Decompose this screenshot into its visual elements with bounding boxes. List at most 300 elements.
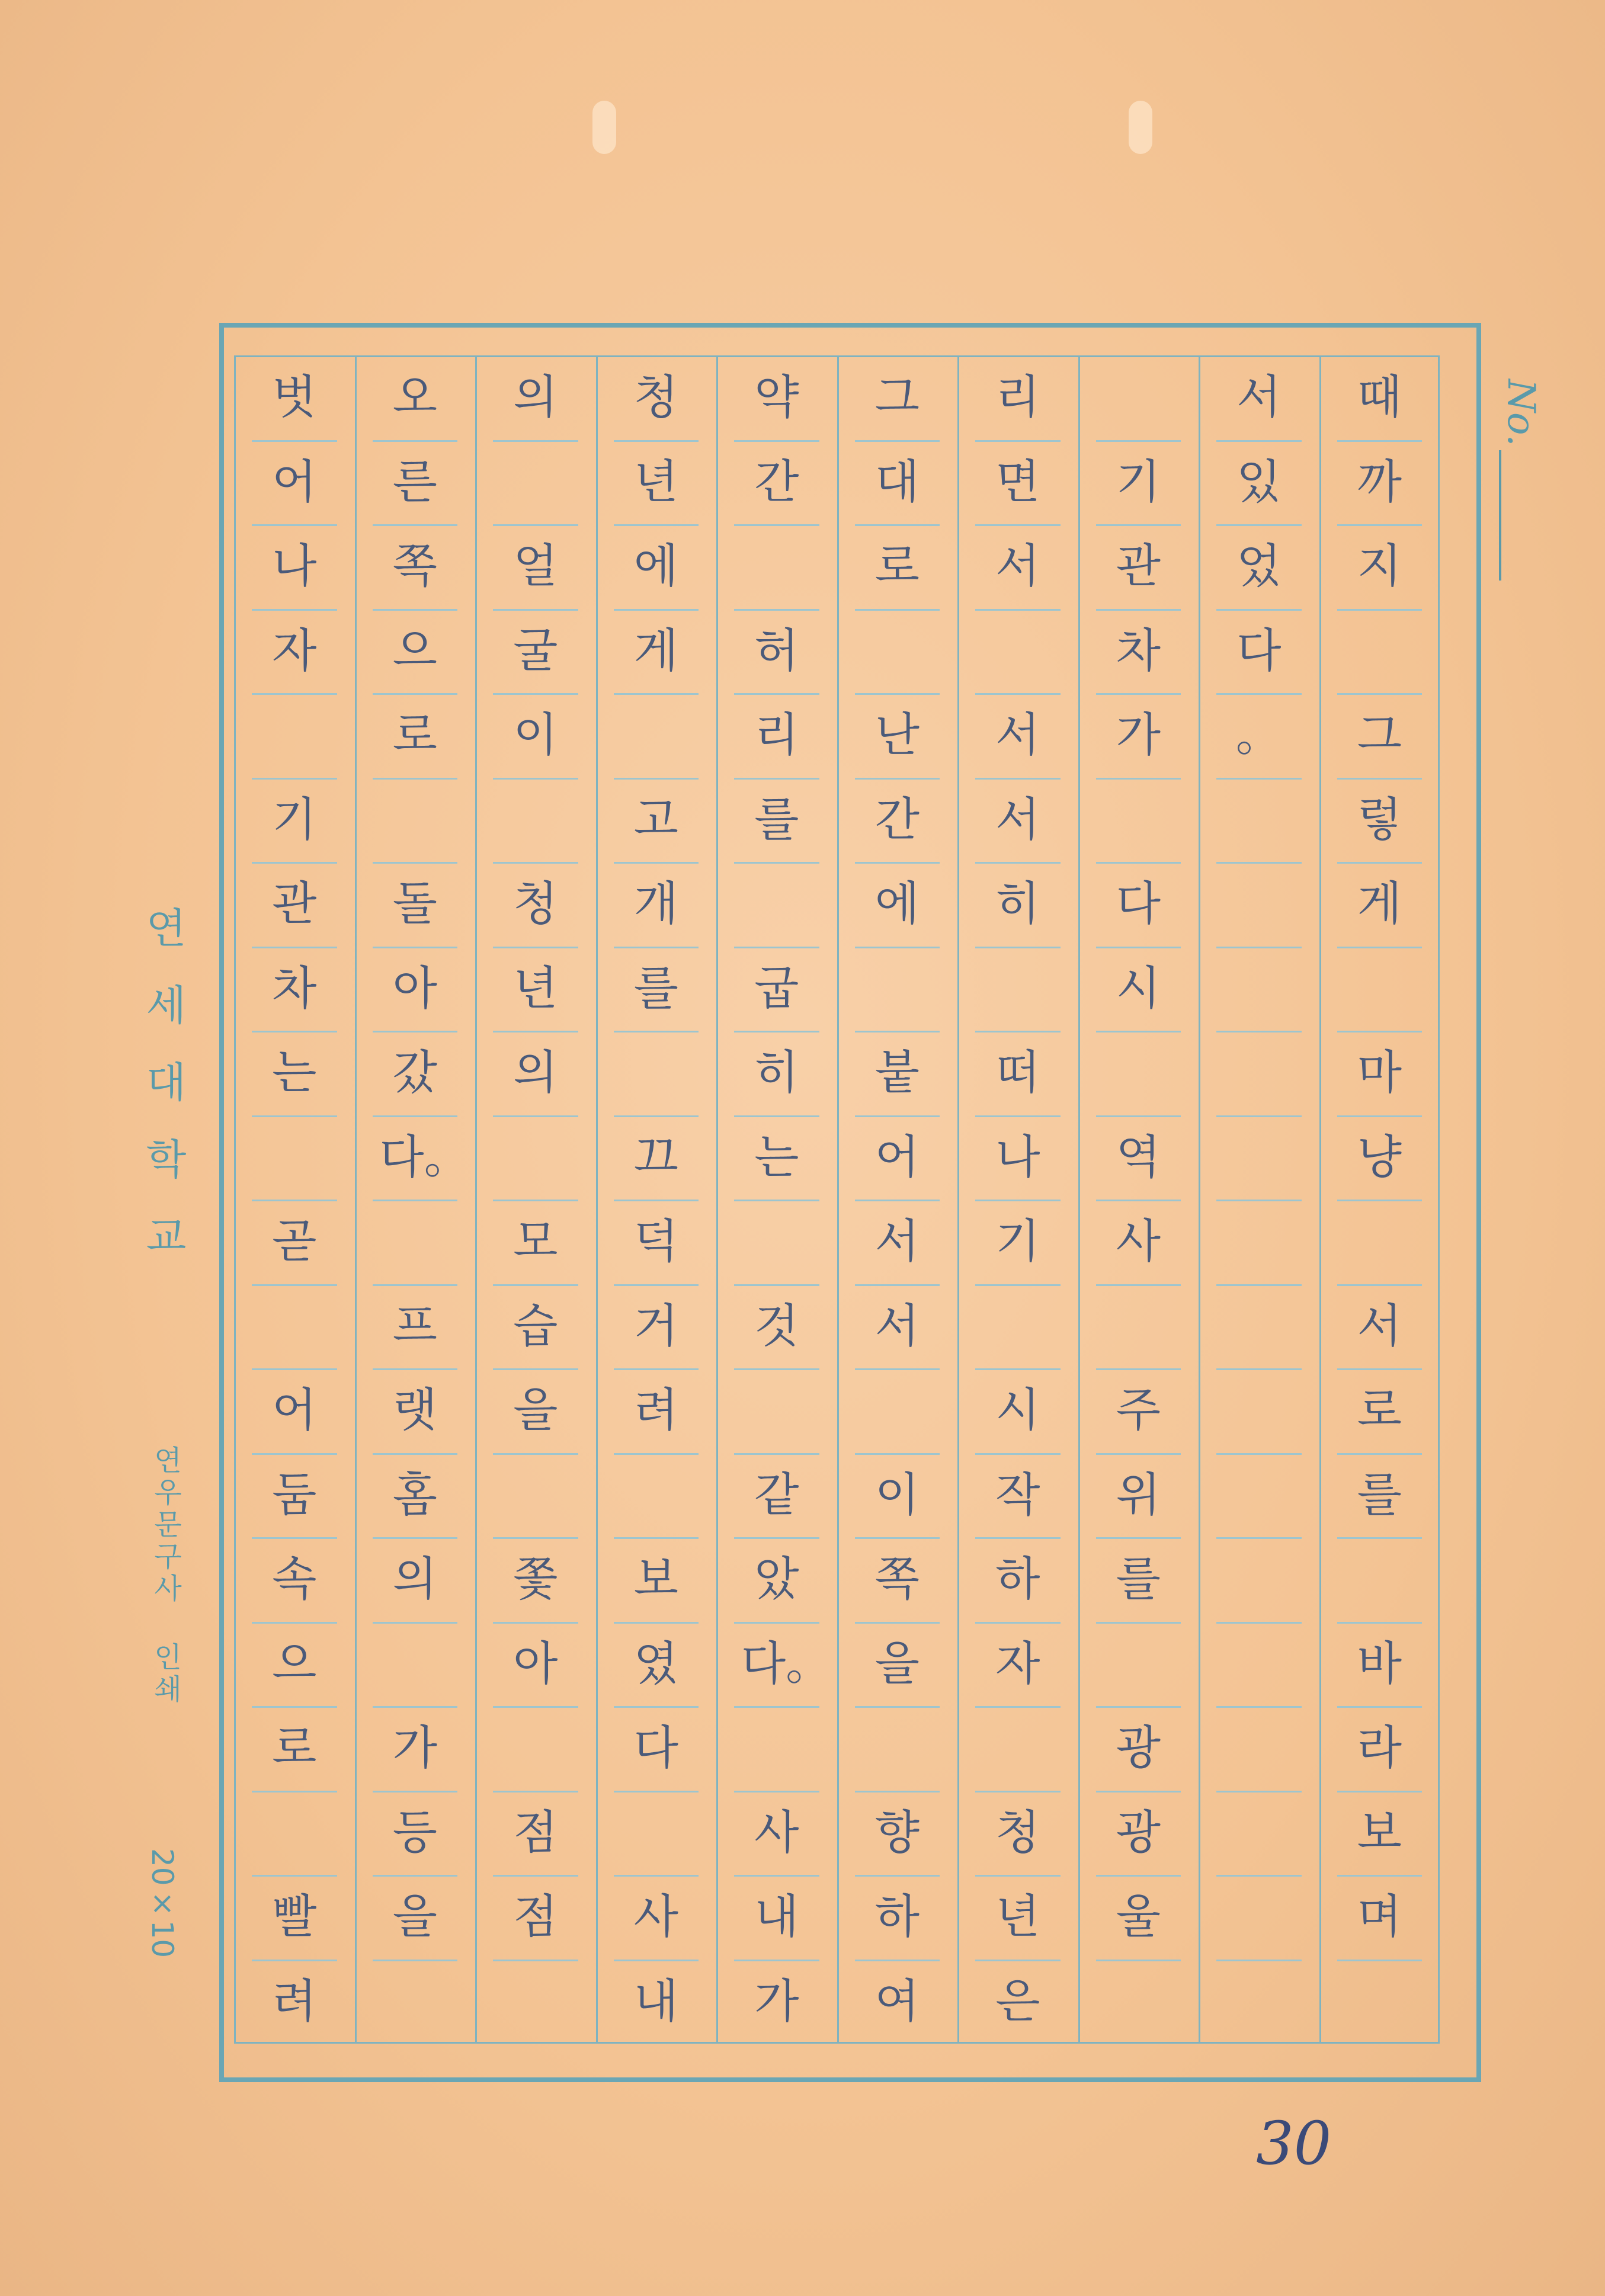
manuscript-char: 그 [874,371,920,425]
manuscript-char: 을 [874,1637,920,1691]
column-divider [475,355,477,2044]
cell-divider [373,1284,458,1286]
manuscript-char: 은 [995,1974,1040,2028]
cell-divider [1096,778,1181,780]
cell-divider [1096,1031,1181,1032]
cell-divider [975,440,1061,442]
cell-divider [1216,947,1302,948]
column-divider [957,355,959,2044]
manuscript-char: 그 [1357,708,1402,762]
manuscript-char: 았 [754,1553,799,1606]
manuscript-char: 덕 [633,1215,678,1269]
manuscript-char: 간 [874,793,920,846]
manuscript-char: 히 [754,1046,799,1100]
cell-divider [252,1115,337,1117]
manuscript-char: 거 [633,1299,678,1353]
cell-divider [1216,693,1302,695]
manuscript-char: 고 [633,793,678,846]
cell-divider [493,693,578,695]
cell-divider [373,693,458,695]
cell-divider [614,1284,699,1286]
cell-divider [1337,1875,1423,1877]
cell-divider [1096,1791,1181,1792]
cell-divider [1337,1706,1423,1708]
cell-divider [373,609,458,611]
manuscript-char: 습 [513,1299,558,1353]
cell-divider [373,947,458,948]
cell-divider [1216,1284,1302,1286]
manuscript-char: 곧 [272,1215,317,1269]
cell-divider [1337,693,1423,695]
manuscript-char: 때 [1357,371,1402,425]
manuscript-char: 자 [995,1637,1040,1691]
cell-divider [252,1706,337,1708]
manuscript-char: 홈 [392,1468,437,1522]
cell-divider [1216,1031,1302,1032]
cell-divider [614,1453,699,1455]
manuscript-char: 려 [633,1384,678,1438]
cell-divider [1216,1791,1302,1792]
manuscript-char: 를 [754,793,799,846]
column-divider [1078,355,1080,2044]
manuscript-char: 렇 [1357,793,1402,846]
cell-divider [493,609,578,611]
manuscript-char: 시 [1116,961,1161,1015]
manuscript-char: 리 [995,371,1040,425]
manuscript-char: 면 [995,455,1040,509]
manuscript-char: 차 [272,961,317,1015]
manuscript-char: 점 [513,1890,558,1944]
manuscript-char: 냥 [1357,1130,1402,1184]
cell-divider [373,440,458,442]
manuscript-char: 게 [633,624,678,678]
cell-divider [734,609,819,611]
manuscript-char: 었 [1236,540,1282,594]
manuscript-char: 쪽 [874,1553,920,1606]
cell-divider [1096,1622,1181,1624]
manuscript-char: 빨 [272,1890,317,1944]
manuscript-char: 서 [995,793,1040,846]
manuscript-char: 려 [272,1974,317,2028]
manuscript-char: 게 [1357,877,1402,931]
cell-divider [975,524,1061,526]
cell-divider [1096,1453,1181,1455]
manuscript-char: 하 [995,1553,1040,1606]
cell-divider [614,1200,699,1201]
manuscript-char: 였 [633,1637,678,1691]
cell-divider [855,947,940,948]
manuscript-char: 을 [392,1890,437,1944]
manuscript-char: 쫓 [513,1553,558,1606]
manuscript-char: 난 [874,708,920,762]
manuscript-char: 가 [392,1721,437,1775]
manuscript-char: 른 [392,455,437,509]
cell-divider [493,524,578,526]
cell-divider [1216,1622,1302,1624]
cell-divider [734,1791,819,1792]
manuscript-char: 년 [995,1890,1040,1944]
cell-divider [614,440,699,442]
cell-divider [614,1706,699,1708]
cell-divider [493,778,578,780]
cell-divider [1337,947,1423,948]
manuscript-char: 위 [1116,1468,1161,1522]
cell-divider [734,1115,819,1117]
manuscript-char: 점 [513,1806,558,1859]
cell-divider [1096,1537,1181,1539]
manuscript-char: 마 [1357,1046,1402,1100]
cell-divider [493,1453,578,1455]
cell-divider [1337,1453,1423,1455]
cell-divider [614,1115,699,1117]
manuscript-char: 다。 [741,1637,832,1691]
cell-divider [614,1368,699,1370]
cell-divider [1096,524,1181,526]
cell-divider [1337,1115,1423,1117]
cell-divider [614,1791,699,1792]
cell-divider [252,1284,337,1286]
manuscript-char: 어 [272,1384,317,1438]
manuscript-char: 가 [754,1974,799,2028]
no-label: No. [1499,379,1543,447]
cell-divider [373,1706,458,1708]
cell-divider [252,778,337,780]
manuscript-char: 끄 [633,1130,678,1184]
cell-divider [373,1537,458,1539]
cell-divider [493,1960,578,1961]
manuscript-char: 대 [874,455,920,509]
cell-divider [614,778,699,780]
cell-divider [252,862,337,864]
cell-divider [1216,440,1302,442]
manuscript-char: 를 [633,961,678,1015]
manuscript-char: 오 [392,371,437,425]
manuscript-char: 나 [995,1130,1040,1184]
manuscript-char: 속 [272,1553,317,1606]
school-name: 연세대학교 [139,906,187,1291]
cell-divider [1216,862,1302,864]
manuscript-char: 년 [633,455,678,509]
cell-divider [1096,1706,1181,1708]
manuscript-char: 작 [995,1468,1040,1522]
cell-divider [1337,1537,1423,1539]
cell-divider [252,1453,337,1455]
cell-divider [1096,1200,1181,1201]
cell-divider [252,947,337,948]
cell-divider [975,1453,1061,1455]
cell-divider [975,1875,1061,1877]
cell-divider [252,1537,337,1539]
manuscript-char: 내 [754,1890,799,1944]
manuscript-char: 차 [1116,624,1161,678]
manuscript-char: 사 [633,1890,678,1944]
cell-divider [855,1453,940,1455]
manuscript-char: 나 [272,540,317,594]
manuscript-char: 청 [633,371,678,425]
manuscript-char: 지 [1357,540,1402,594]
cell-divider [734,1706,819,1708]
cell-divider [1096,1960,1181,1961]
manuscript-char: 에 [633,540,678,594]
manuscript-char: 까 [1357,455,1402,509]
cell-divider [614,1031,699,1032]
cell-divider [855,693,940,695]
cell-divider [734,1284,819,1286]
manuscript-char: 벗 [272,371,317,425]
manuscript-char: 아 [392,961,437,1015]
manuscript-char: 얼 [513,540,558,594]
cell-divider [1337,1284,1423,1286]
manuscript-char: 서 [995,540,1040,594]
cell-divider [975,862,1061,864]
manuscript-char: 쪽 [392,540,437,594]
cell-divider [1216,1200,1302,1201]
cell-divider [373,1115,458,1117]
column-divider [1319,355,1321,2044]
cell-divider [975,947,1061,948]
manuscript-char: 으 [392,624,437,678]
punch-hole [592,101,616,154]
cell-divider [855,1200,940,1201]
manuscript-char: 역 [1116,1130,1161,1184]
cell-divider [734,1622,819,1624]
cell-divider [855,1791,940,1792]
cell-divider [373,1200,458,1201]
cell-divider [1096,947,1181,948]
cell-divider [1216,1537,1302,1539]
manuscript-char: 하 [874,1890,920,1944]
manuscript-char: 로 [1357,1384,1402,1438]
cell-divider [493,1115,578,1117]
manuscript-char: 보 [1357,1806,1402,1859]
manuscript-char: 다 [1116,877,1161,931]
cell-divider [1337,524,1423,526]
cell-divider [1216,1960,1302,1961]
manuscript-char: 허 [754,624,799,678]
cell-divider [1216,1875,1302,1877]
cell-divider [975,693,1061,695]
manuscript-char: 관 [1116,540,1161,594]
manuscript-char: 자 [272,624,317,678]
cell-divider [373,778,458,780]
cell-divider [975,1031,1061,1032]
manuscript-char: 프 [392,1299,437,1353]
cell-divider [1337,862,1423,864]
cell-divider [734,1200,819,1201]
cell-divider [252,1875,337,1877]
manuscript-char: 붙 [874,1046,920,1100]
manuscript-char: 서 [995,708,1040,762]
manuscript-char: 아 [513,1637,558,1691]
manuscript-char: 갔 [392,1046,437,1100]
cell-divider [1096,609,1181,611]
manuscript-char: 어 [874,1130,920,1184]
cell-divider [855,524,940,526]
manuscript-char: 로 [874,540,920,594]
manuscript-char: 간 [754,455,799,509]
cell-divider [614,862,699,864]
cell-divider [734,440,819,442]
cell-divider [1216,778,1302,780]
manuscript-char: 청 [995,1806,1040,1859]
cell-divider [493,440,578,442]
manuscript-char: 같 [754,1468,799,1522]
page-number: 30 [1256,2109,1332,2178]
manuscript-char: 이 [874,1468,920,1522]
manuscript-char: 라 [1357,1721,1402,1775]
cell-divider [252,1791,337,1792]
manuscript-char: 년 [513,961,558,1015]
manuscript-char: 시 [995,1384,1040,1438]
manuscript-char: 사 [754,1806,799,1859]
cell-divider [1096,693,1181,695]
manuscript-char: 굽 [754,961,799,1015]
cell-divider [614,524,699,526]
cell-divider [975,778,1061,780]
cell-divider [373,862,458,864]
manuscript-char: 에 [874,877,920,931]
cell-divider [493,1706,578,1708]
manuscript-char: 여 [874,1974,920,2028]
cell-divider [855,440,940,442]
cell-divider [1216,1115,1302,1117]
cell-divider [1096,440,1181,442]
manuscript-char: 。 [1235,708,1282,762]
cell-divider [252,440,337,442]
cell-divider [975,1622,1061,1624]
manuscript-char: 의 [513,371,558,425]
manuscript-char: 을 [513,1384,558,1438]
manuscript-char: 로 [392,708,437,762]
cell-divider [614,609,699,611]
cell-divider [855,1368,940,1370]
cell-divider [614,947,699,948]
no-underline [1499,450,1501,581]
manuscript-char: 약 [754,371,799,425]
cell-divider [373,1960,458,1961]
cell-divider [1096,862,1181,864]
cell-divider [252,1031,337,1032]
cell-divider [614,1875,699,1877]
manuscript-char: 가 [1116,708,1161,762]
cell-divider [252,1622,337,1624]
cell-divider [493,1368,578,1370]
cell-divider [855,862,940,864]
manuscript-char: 기 [995,1215,1040,1269]
cell-divider [855,1031,940,1032]
manuscript-char: 울 [1116,1890,1161,1944]
manuscript-char: 서 [1357,1299,1402,1353]
manuscript-char: 는 [754,1130,799,1184]
cell-divider [734,862,819,864]
manuscript-char: 로 [272,1721,317,1775]
cell-divider [493,1284,578,1286]
manuscript-char: 으 [272,1637,317,1691]
cell-divider [1096,1115,1181,1117]
cell-divider [493,1875,578,1877]
cell-divider [734,778,819,780]
cell-divider [855,1706,940,1708]
cell-divider [855,1622,940,1624]
manuscript-char: 서 [874,1299,920,1353]
cell-divider [252,1200,337,1201]
manuscript-char: 바 [1357,1637,1402,1691]
cell-divider [1337,609,1423,611]
cell-divider [855,1284,940,1286]
manuscript-char: 내 [633,1974,678,2028]
manuscript-char: 히 [995,877,1040,931]
cell-divider [1216,1706,1302,1708]
cell-divider [1337,1031,1423,1032]
manuscript-char: 다 [1236,624,1282,678]
punch-hole [1129,101,1152,154]
cell-divider [1216,524,1302,526]
cell-divider [855,609,940,611]
manuscript-char: 기 [1116,455,1161,509]
cell-divider [493,1791,578,1792]
cell-divider [373,1622,458,1624]
cell-divider [1337,1200,1423,1201]
cell-divider [1337,440,1423,442]
manuscript-char: 보 [633,1553,678,1606]
column-divider [355,355,357,2044]
cell-divider [734,1960,819,1961]
cell-divider [975,1791,1061,1792]
cell-divider [1096,1875,1181,1877]
column-divider [596,355,598,2044]
cell-divider [252,609,337,611]
cell-divider [252,524,337,526]
cell-divider [614,1537,699,1539]
cell-divider [1096,1368,1181,1370]
cell-divider [734,1537,819,1539]
cell-divider [493,947,578,948]
manuscript-char: 기 [272,793,317,846]
manuscript-char: 둠 [272,1468,317,1522]
cell-divider [855,778,940,780]
cell-divider [1216,609,1302,611]
manuscript-char: 돌 [392,877,437,931]
manuscript-char: 를 [1357,1468,1402,1522]
cell-divider [734,1875,819,1877]
column-divider [837,355,839,2044]
cell-divider [1337,1622,1423,1624]
manuscript-char: 사 [1116,1215,1161,1269]
cell-divider [1337,1960,1423,1961]
manuscript-char: 다。 [379,1130,470,1184]
cell-divider [252,1960,337,1961]
manuscript-char: 어 [272,455,317,509]
manuscript-char: 랫 [392,1384,437,1438]
manuscript-char: 의 [513,1046,558,1100]
cell-divider [734,947,819,948]
manuscript-char: 주 [1116,1384,1161,1438]
cell-divider [1337,1368,1423,1370]
cell-divider [855,1875,940,1877]
cell-divider [734,693,819,695]
manuscript-char: 청 [513,877,558,931]
manuscript-char: 광 [1116,1721,1161,1775]
manuscript-char: 있 [1236,455,1282,509]
cell-divider [373,1875,458,1877]
cell-divider [373,1791,458,1792]
manuscript-char: 리 [754,708,799,762]
cell-divider [975,1537,1061,1539]
cell-divider [975,1368,1061,1370]
cell-divider [1337,778,1423,780]
manuscript-char: 관 [272,877,317,931]
cell-divider [855,1960,940,1961]
